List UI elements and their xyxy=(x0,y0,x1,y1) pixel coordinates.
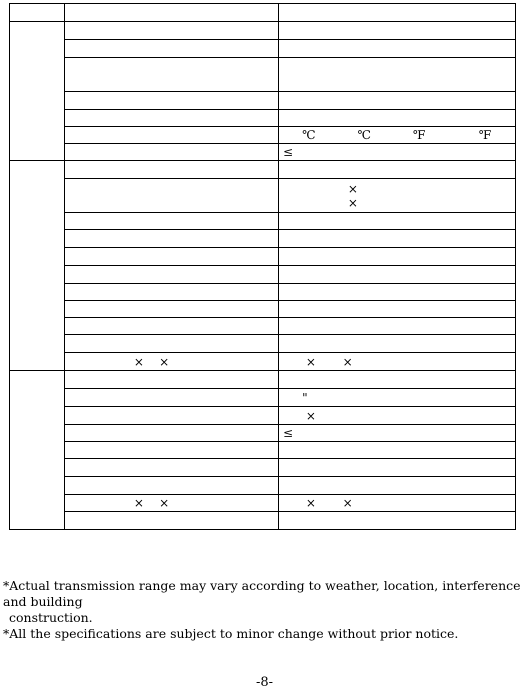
specifications-table xyxy=(9,3,516,530)
spec-value-cell xyxy=(279,442,516,459)
spec-item-cell xyxy=(65,127,279,144)
spec-group-cell xyxy=(10,161,65,371)
spec-row xyxy=(10,459,516,477)
spec-item-cell xyxy=(65,4,279,22)
spec-row xyxy=(10,213,516,230)
spec-value-cell: " xyxy=(279,389,516,407)
spec-item-cell xyxy=(65,284,279,301)
spec-value-cell xyxy=(279,230,516,248)
spec-value-cell xyxy=(279,512,516,530)
spec-item-cell xyxy=(65,477,279,495)
spec-item-cell xyxy=(65,459,279,477)
spec-value-cell xyxy=(279,459,516,477)
spec-row xyxy=(10,477,516,495)
spec-value-cell xyxy=(279,161,516,179)
spec-item-cell xyxy=(65,22,279,40)
spec-item-cell xyxy=(65,144,279,161)
spec-value-cell: ℃ ℃ ℉ ℉ xyxy=(279,127,516,144)
spec-group-cell xyxy=(10,371,65,530)
spec-row xyxy=(10,40,516,58)
spec-value-cell xyxy=(279,335,516,353)
spec-row xyxy=(10,248,516,266)
spec-row xyxy=(10,353,516,371)
spec-value-cell: ≤ xyxy=(279,425,516,442)
spec-row xyxy=(10,335,516,353)
spec-row xyxy=(10,144,516,161)
spec-row xyxy=(10,110,516,127)
spec-item-cell xyxy=(65,92,279,110)
spec-value-cell: × × xyxy=(279,353,516,371)
spec-item-cell xyxy=(65,301,279,318)
spec-value-cell xyxy=(279,371,516,389)
spec-group-cell xyxy=(10,22,65,161)
spec-row xyxy=(10,127,516,144)
spec-row xyxy=(10,407,516,425)
spec-value-cell xyxy=(279,248,516,266)
spec-group-cell xyxy=(10,4,65,22)
spec-item-cell xyxy=(65,407,279,425)
spec-item-cell xyxy=(65,230,279,248)
spec-value-cell xyxy=(279,58,516,92)
spec-value-cell xyxy=(279,4,516,22)
footnote-transmission-range: *Actual transmission range may vary according to weather, location, interference and building xyxy=(3,578,521,609)
spec-item-cell xyxy=(65,110,279,127)
spec-row xyxy=(10,512,516,530)
spec-value-cell xyxy=(279,266,516,284)
spec-item-cell xyxy=(65,442,279,459)
spec-row xyxy=(10,442,516,459)
specifications-table-body xyxy=(10,4,516,530)
spec-row xyxy=(10,495,516,512)
spec-row xyxy=(10,389,516,407)
spec-row xyxy=(10,179,516,213)
spec-item-cell xyxy=(65,58,279,92)
spec-value-cell xyxy=(279,301,516,318)
spec-item-cell xyxy=(65,248,279,266)
spec-item-cell: × × xyxy=(65,495,279,512)
spec-value-cell: ≤ xyxy=(279,144,516,161)
spec-row xyxy=(10,371,516,389)
spec-item-cell xyxy=(65,213,279,230)
spec-row xyxy=(10,284,516,301)
spec-row xyxy=(10,301,516,318)
spec-row xyxy=(10,230,516,248)
footnote-specification-change: *All the specifications are subject to minor change without prior notice. xyxy=(3,626,459,641)
page-number: -8- xyxy=(255,675,274,690)
spec-value-cell xyxy=(279,40,516,58)
spec-item-cell xyxy=(65,266,279,284)
spec-item-cell xyxy=(65,161,279,179)
spec-row xyxy=(10,161,516,179)
spec-item-cell xyxy=(65,389,279,407)
spec-value-cell: × × xyxy=(279,179,516,213)
spec-value-cell: × xyxy=(279,407,516,425)
spec-row xyxy=(10,318,516,335)
footnotes xyxy=(3,578,527,642)
spec-value-cell xyxy=(279,213,516,230)
footnote-transmission-range-continued: construction. xyxy=(9,610,93,625)
spec-value-cell xyxy=(279,92,516,110)
spec-item-cell xyxy=(65,512,279,530)
spec-item-cell xyxy=(65,179,279,213)
spec-row xyxy=(10,92,516,110)
spec-item-cell xyxy=(65,335,279,353)
spec-item-cell: × × xyxy=(65,353,279,371)
spec-value-cell xyxy=(279,318,516,335)
spec-value-cell xyxy=(279,284,516,301)
spec-row xyxy=(10,58,516,92)
spec-value-cell xyxy=(279,477,516,495)
spec-row xyxy=(10,22,516,40)
spec-row xyxy=(10,4,516,22)
spec-item-cell xyxy=(65,371,279,389)
spec-item-cell xyxy=(65,425,279,442)
spec-row xyxy=(10,425,516,442)
spec-value-cell xyxy=(279,110,516,127)
spec-value-cell xyxy=(279,22,516,40)
spec-row xyxy=(10,266,516,284)
spec-item-cell xyxy=(65,318,279,335)
spec-item-cell xyxy=(65,40,279,58)
spec-value-cell: × × xyxy=(279,495,516,512)
